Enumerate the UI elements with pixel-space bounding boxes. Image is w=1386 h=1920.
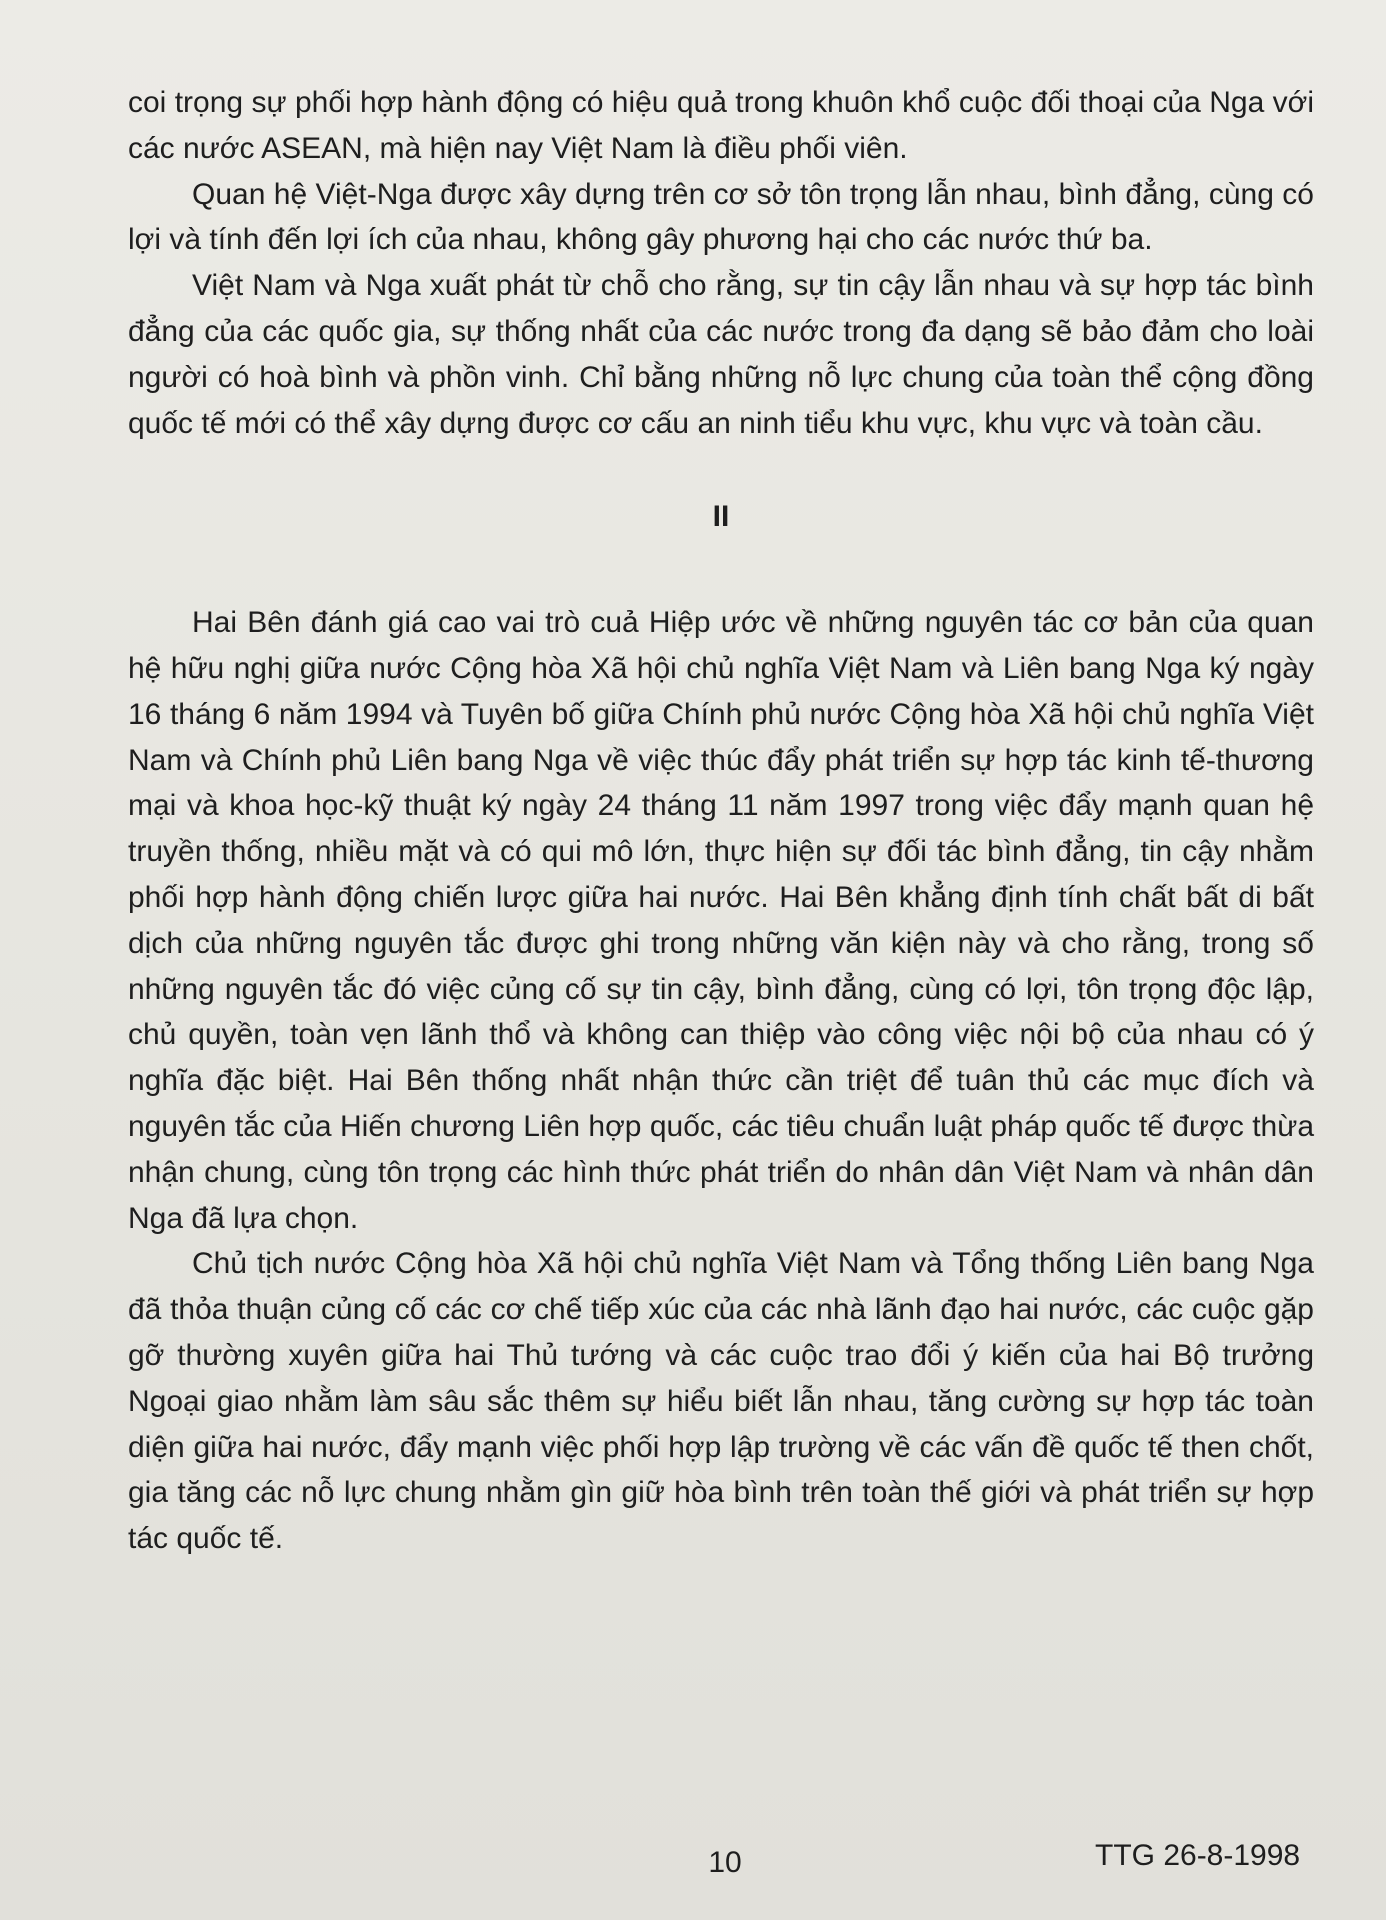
document-reference: TTG 26-8-1998: [1095, 1839, 1301, 1872]
document-body: [128, 80, 1314, 1562]
paragraph-treaty-assessment: Hai Bên đánh giá cao vai trò cuả Hiệp ước về những nguyên tác cơ bản của quan hệ hữu nghị giữa nước Cộng hòa Xã hội chủ nghĩa Việt Nam và Liên bang Nga ký ngày 16 tháng 6 năm 1994 và Tuyên bố giữa Chính phủ nước Cộng hòa Xã hội chủ nghĩa Việt Nam và Chính phủ Liên bang Nga về việc thúc đẩy phát triển sự hợp tác kinh tế-thương mại và khoa học-kỹ thuật ký ngày 24 tháng 11 năm 1997 trong việc đẩy mạnh quan hệ truyền thống, nhiều mặt và có qui mô lớn, thực hiện sự đối tác bình đẳng, tin cậy nhằm phối hợp hành động chiến lược giữa hai nước. Hai Bên khẳng định tính chất bất di bất dịch của những nguyên tắc được ghi trong những văn kiện này và cho rằng, trong số những nguyên tắc đó việc củng cố sự tin cậy, bình đẳng, cùng có lợi, tôn trọng độc lập, chủ quyền, toàn vẹn lãnh thổ và không can thiệp vào công việc nội bộ của nhau có ý nghĩa đặc biệt. Hai Bên thống nhất nhận thức cần triệt để tuân thủ các mục đích và nguyên tắc của Hiến chương Liên hợp quốc, các tiêu chuẩn luật pháp quốc tế được thừa nhận chung, cùng tôn trọng các hình thức phát triển do nhân dân Việt Nam và nhân dân Nga đã lựa chọn.: [128, 606, 1314, 1235]
paragraph-continuation: coi trọng sự phối hợp hành động có hiệu quả trong khuôn khổ cuộc đối thoại của Nga với các nước ASEAN, mà hiện nay Việt Nam là điều phối viên.: [128, 86, 1314, 165]
paragraph-relations-basis: Quan hệ Việt-Nga được xây dựng trên cơ sở tôn trọng lẫn nhau, bình đẳng, cùng có lợi và tính đến lợi ích của nhau, không gây phương hại cho các nước thứ ba.: [128, 177, 1314, 257]
paragraph-mutual-trust: Việt Nam và Nga xuất phát từ chỗ cho rằng, sự tin cậy lẫn nhau và sự hợp tác bình đẳng của các quốc gia, sự thống nhất của các nước trong đa dạng sẽ bảo đảm cho loài người có hoà bình và phồn vinh. Chỉ bằng những nỗ lực chung của toàn thể cộng đồng quốc tế mới có thể xây dựng được cơ cấu an ninh tiểu khu vực, khu vực và toàn cầu.: [128, 269, 1314, 440]
paragraph-leaders-agreement: Chủ tịch nước Cộng hòa Xã hội chủ nghĩa Việt Nam và Tổng thống Liên bang Nga đã thỏa thuận củng cố các cơ chế tiếp xúc của các nhà lãnh đạo hai nước, các cuộc gặp gỡ thường xuyên giữa hai Thủ tướng và các cuộc trao đổi ý kiến của hai Bộ trưởng Ngoại giao nhằm làm sâu sắc thêm sự hiểu biết lẫn nhau, tăng cường sự hợp tác toàn diện giữa hai nước, đẩy mạnh việc phối hợp lập trường về các vấn đề quốc tế then chốt, gia tăng các nỗ lực chung nhằm gìn giữ hòa bình trên toàn thế giới và phát triển sự hợp tác quốc tế.: [128, 1247, 1314, 1556]
section-heading: II: [712, 500, 730, 534]
page-number: 10: [708, 1846, 742, 1879]
